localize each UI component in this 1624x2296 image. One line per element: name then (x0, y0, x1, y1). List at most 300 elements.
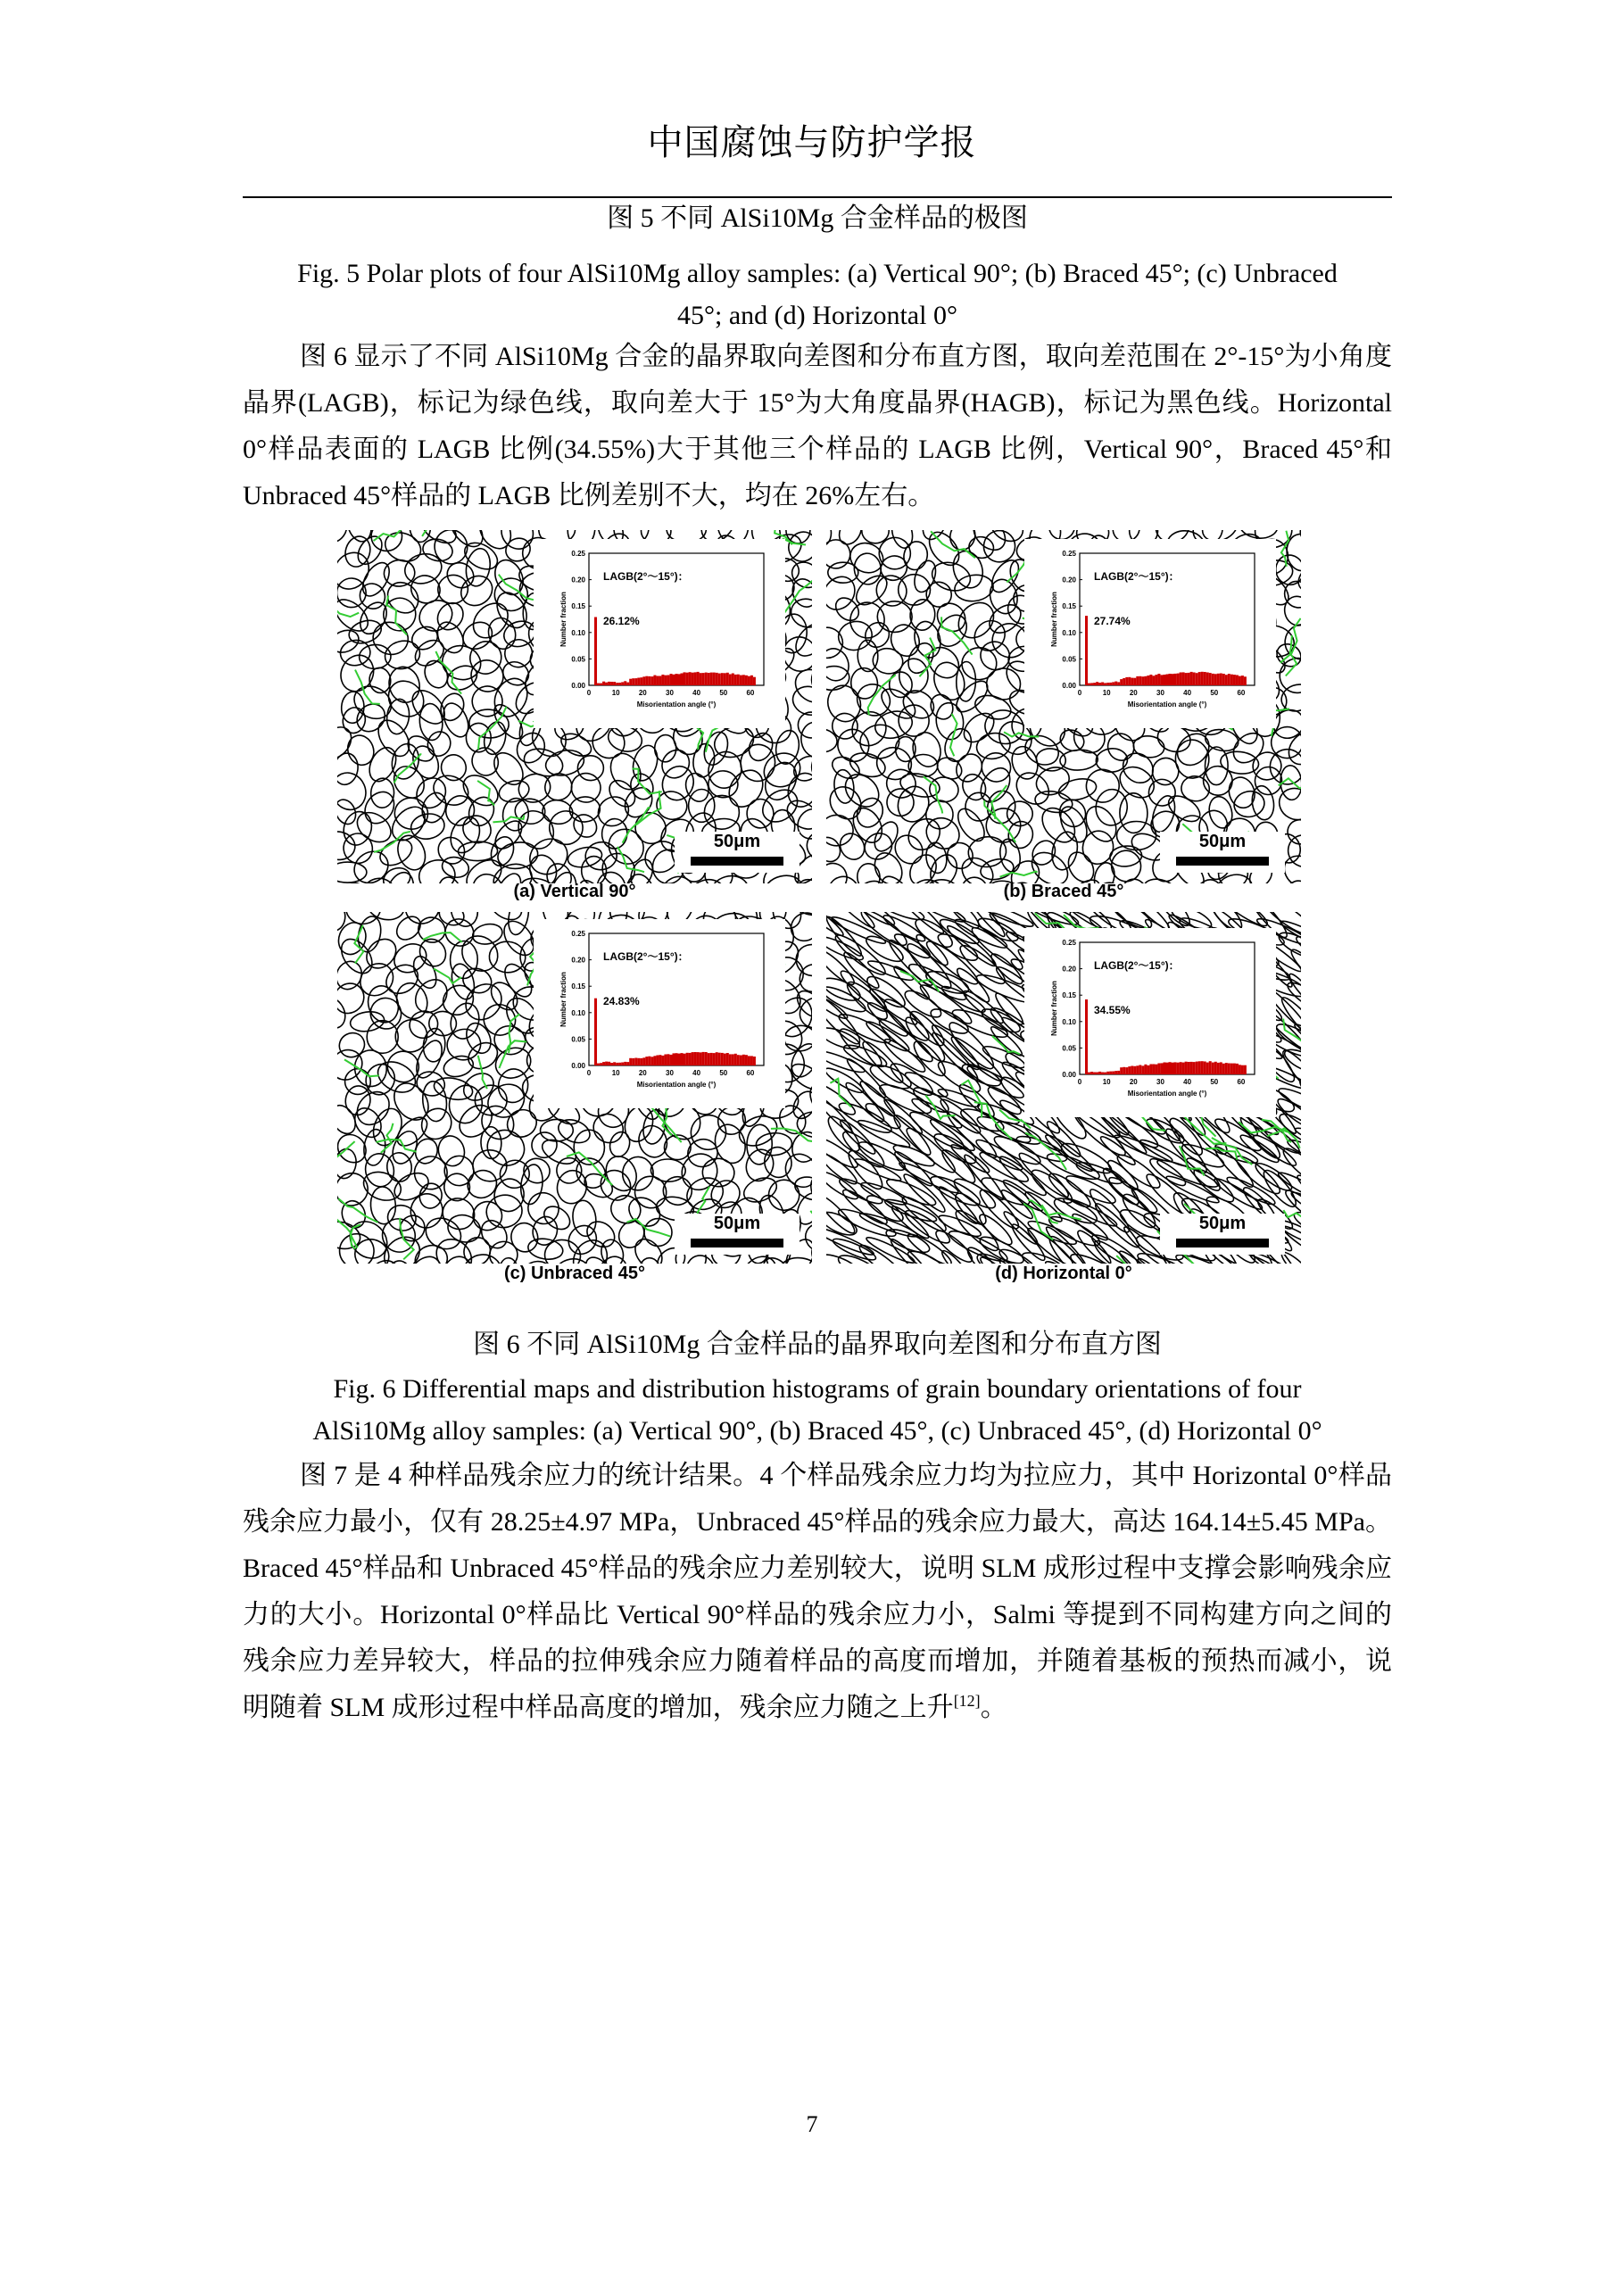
hagb-boundary (932, 1226, 976, 1264)
histogram-bar (1114, 1071, 1117, 1074)
histogram-bar (702, 1052, 705, 1065)
histogram-a (534, 539, 785, 728)
histogram-bar (1131, 678, 1133, 685)
histogram-bar (667, 1054, 669, 1065)
histogram-bar (1244, 676, 1247, 685)
histogram-bar (621, 1063, 624, 1066)
histogram-bar (1241, 1065, 1244, 1074)
y-tick-label: 0.25 (571, 550, 585, 558)
hagb-boundary (791, 940, 812, 982)
paragraph-residual-stress-text: 图 7 是 4 种样品残余应力的统计结果。4 个样品残余应力均为拉应力，其中 Horizontal 0°样品残余应力最小，仅有 28.25±4.97 MPa，Unbraced 45°样品的残余应力最大，高达 164.14±5.45 MPa。Braced 45°样品和 Unbraced 45°样品的残余应力差别较大，说明 SLM 成形过程中支撑会影响残余应力的大小。Horizontal 0°样品比 Vertical 90°样品的残余应力小，Salmi 等提到不同构建方向之间的残余应力差异较大，样品的拉伸残余应力随着样品的高度而增加，并随着基板的预热而减小，说明随着 SLM 成形过程中样品高度的增加，残余应力随之上升 (243, 1461, 1392, 1722)
histogram-bar (734, 1054, 737, 1065)
histogram-bar (1141, 676, 1144, 685)
histogram-bar (1144, 1065, 1147, 1074)
hagb-boundary (337, 977, 370, 1019)
journal-title: 中国腐蚀与防护学报 (647, 122, 977, 162)
histogram-bar (1198, 672, 1201, 685)
histogram-bar (1212, 674, 1214, 685)
histogram-bar (1239, 676, 1241, 685)
histogram-bar (1182, 1063, 1185, 1074)
hagb-boundary (866, 957, 915, 983)
histogram-bar (1096, 682, 1098, 685)
histogram-bar (1123, 1067, 1125, 1074)
histogram-bar (681, 1053, 684, 1065)
histogram-bar (1239, 1065, 1241, 1074)
hagb-boundary (443, 661, 481, 694)
lagb-percent-label: 27.74% (1094, 615, 1131, 627)
histogram-bar (1141, 1065, 1144, 1074)
x-tick-label: 50 (719, 689, 728, 697)
hagb-boundary (806, 656, 812, 702)
hagb-boundary (1300, 657, 1301, 695)
x-tick-label: 10 (1102, 689, 1111, 697)
hagb-boundary (495, 530, 539, 555)
histogram-bar (673, 675, 675, 685)
histogram-bar (1157, 1064, 1160, 1075)
y-tick-label: 0.20 (571, 956, 585, 965)
hagb-boundary (869, 848, 907, 883)
x-tick-label: 10 (1102, 1078, 1111, 1086)
histogram-bar (1164, 675, 1166, 685)
histogram-bar (678, 674, 681, 685)
hagb-boundary (406, 684, 451, 730)
histogram-bar (1120, 1067, 1123, 1074)
histogram-bar (1149, 675, 1152, 685)
hagb-boundary (836, 1205, 899, 1240)
histogram-bar (659, 676, 661, 686)
histogram-bar (732, 674, 734, 686)
histogram-bar (694, 1052, 697, 1065)
histogram-bar (632, 678, 634, 685)
histogram-bar (1217, 1063, 1220, 1074)
hagb-boundary (1120, 793, 1148, 833)
histogram-bar (618, 1063, 621, 1065)
histogram-bar (594, 618, 597, 686)
hagb-boundary (858, 1078, 898, 1119)
hagb-boundary (439, 752, 468, 783)
hagb-boundary (779, 1256, 812, 1264)
hagb-boundary (1283, 830, 1301, 872)
histogram-bar (1190, 672, 1193, 685)
histogram-bar (1188, 673, 1190, 685)
histogram-bar (1093, 683, 1096, 685)
histogram-bar (621, 682, 624, 685)
x-axis-label: Misorientation angle (°) (1127, 1090, 1207, 1098)
histogram-bar (1157, 674, 1160, 685)
hagb-boundary (408, 623, 441, 654)
x-tick-label: 20 (638, 1069, 647, 1077)
hagb-boundary (1273, 783, 1301, 825)
histogram-bar (708, 673, 710, 685)
histogram-bar (597, 684, 600, 685)
hagb-boundary (806, 743, 812, 789)
hagb-boundary (465, 654, 510, 698)
hagb-boundary (1106, 1173, 1160, 1217)
hagb-boundary (811, 1061, 812, 1102)
histogram-bar (1155, 1065, 1157, 1074)
hagb-boundary (571, 1199, 599, 1238)
hagb-boundary (985, 789, 1018, 825)
histogram-bar (1104, 1073, 1106, 1074)
histogram-bar (1236, 676, 1239, 686)
hagb-boundary (826, 727, 838, 754)
histogram-bar (718, 1053, 721, 1065)
histogram-bar (740, 676, 742, 685)
hagb-boundary (890, 830, 928, 869)
hagb-boundary (826, 1168, 861, 1203)
hagb-boundary (458, 810, 496, 849)
histogram-bar (659, 1055, 661, 1065)
hagb-boundary (455, 929, 505, 979)
y-tick-label: 0.05 (1062, 655, 1076, 664)
hagb-boundary (403, 731, 439, 766)
histogram-bar (750, 1056, 753, 1065)
x-tick-label: 0 (1077, 1078, 1082, 1086)
histogram-bar (716, 673, 718, 685)
hagb-boundary (704, 795, 740, 830)
histogram-bar (616, 1063, 618, 1065)
histogram-bar (1096, 1073, 1098, 1075)
histogram-bar (734, 675, 737, 685)
y-axis-label: Number fraction (1050, 592, 1058, 647)
histogram-inset-c (534, 919, 785, 1108)
hagb-boundary (901, 1013, 949, 1065)
histogram-bar (1085, 616, 1088, 685)
hagb-boundary (951, 1189, 990, 1229)
hagb-boundary (1274, 1095, 1301, 1132)
x-tick-label: 40 (692, 689, 701, 697)
y-tick-label: 0.00 (571, 1062, 585, 1070)
hagb-boundary (902, 813, 946, 857)
hagb-boundary (580, 1169, 617, 1202)
hagb-boundary (922, 577, 956, 611)
hagb-boundary (337, 751, 360, 787)
x-tick-label: 30 (1156, 689, 1164, 697)
hagb-boundary (420, 1213, 466, 1255)
histogram-bar (645, 1057, 648, 1065)
hagb-boundary (1070, 1211, 1110, 1243)
histogram-bar (1117, 1071, 1120, 1074)
histogram-bar (713, 673, 716, 685)
histogram-bar (1125, 1067, 1128, 1074)
histogram-bar (664, 1055, 667, 1066)
histogram-bar (1161, 1063, 1164, 1074)
histogram-bar (710, 1053, 713, 1065)
histogram-bar (1093, 1073, 1096, 1075)
histogram-bar (1228, 674, 1230, 685)
hagb-boundary (442, 1053, 476, 1080)
hagb-boundary (402, 550, 445, 588)
hagb-boundary (390, 1167, 433, 1205)
hagb-boundary (393, 912, 426, 944)
histogram-bar (748, 676, 750, 685)
histogram-bar (1220, 674, 1222, 686)
histogram-bar (753, 1057, 756, 1065)
histogram-bar (594, 999, 597, 1065)
histogram-bar (1152, 676, 1155, 685)
y-tick-label: 0.20 (1062, 576, 1076, 584)
y-tick-label: 0.10 (1062, 628, 1076, 637)
histogram-bar (1117, 682, 1120, 685)
hagb-boundary (461, 854, 508, 883)
histogram-bar (1241, 676, 1244, 685)
x-tick-label: 50 (719, 1069, 728, 1077)
histogram-bar (648, 1057, 650, 1065)
x-tick-label: 50 (1210, 1078, 1219, 1086)
hagb-boundary (899, 659, 929, 693)
histogram-bar (1193, 673, 1196, 686)
histogram-inset-b (1024, 539, 1276, 728)
histogram-bar (1152, 1065, 1155, 1075)
histogram-bar (748, 1056, 750, 1065)
histogram-bar (1225, 675, 1228, 685)
histogram-bar (710, 673, 713, 685)
lagb-percent-label: 24.83% (603, 995, 640, 1007)
y-tick-label: 0.05 (1062, 1044, 1076, 1053)
histogram-bar (1133, 1066, 1136, 1074)
histogram-bar (648, 676, 650, 685)
hagb-boundary (826, 665, 850, 692)
y-tick-label: 0.20 (571, 576, 585, 584)
hagb-boundary (835, 530, 866, 548)
hagb-boundary (1006, 856, 1045, 883)
hagb-boundary (628, 1170, 672, 1214)
hagb-boundary (416, 915, 448, 945)
histogram-bar (1147, 676, 1149, 685)
y-axis-label: Number fraction (559, 592, 568, 647)
histogram-bar (1228, 1064, 1230, 1075)
paragraph-end-mark: 。 (980, 1693, 1007, 1722)
histogram-bar (653, 676, 656, 685)
histogram-bar (737, 675, 740, 685)
histogram-bar (650, 1057, 653, 1065)
histogram-bar (724, 1054, 726, 1065)
hagb-boundary (827, 709, 862, 743)
hagb-boundary (650, 1158, 686, 1181)
histogram-bar (686, 673, 689, 685)
histogram-inset-a (534, 539, 785, 728)
histogram-bar (1172, 674, 1174, 685)
x-tick-label: 50 (1210, 689, 1219, 697)
hagb-boundary (1028, 1165, 1076, 1208)
histogram-inset-d (1024, 928, 1276, 1117)
histogram-bar (1114, 682, 1117, 685)
hagb-boundary (901, 539, 930, 572)
hagb-boundary (840, 1186, 891, 1228)
x-axis-label: Misorientation angle (°) (636, 700, 717, 709)
histogram-bar (656, 1056, 659, 1066)
histogram-bar (1088, 1073, 1090, 1074)
histogram-bar (632, 1058, 634, 1065)
histogram-bar (1131, 1066, 1133, 1075)
histogram-bar (640, 677, 642, 685)
histogram-bar (642, 676, 645, 685)
histogram-bar (1206, 673, 1209, 686)
hagb-boundary (870, 818, 902, 856)
histogram-bar (605, 683, 608, 685)
histogram-bar (1101, 683, 1104, 686)
histogram-bar (656, 676, 659, 686)
hagb-boundary (436, 690, 468, 724)
histogram-bar (1225, 1063, 1228, 1074)
hagb-boundary (909, 729, 945, 770)
histogram-bar (1222, 674, 1225, 685)
histogram-bar (613, 682, 616, 685)
hagb-boundary (826, 815, 853, 846)
fig5-caption-en-line1: Fig. 5 Polar plots of four AlSi10Mg alloy samples: (a) Vertical 90°; (b) Braced 45°; (c) Unbraced (297, 259, 1338, 288)
histogram-bar (1214, 674, 1217, 685)
hagb-boundary (929, 658, 969, 704)
hagb-boundary (439, 700, 474, 741)
histogram-bar (1222, 1064, 1225, 1074)
histogram-bar (1128, 1066, 1131, 1074)
hagb-boundary (459, 1068, 499, 1107)
y-axis-label: Number fraction (559, 972, 568, 1027)
y-axis-label: Number fraction (1050, 981, 1058, 1036)
hagb-boundary (630, 1234, 667, 1264)
histogram-bar (1155, 675, 1157, 685)
hagb-boundary (437, 980, 479, 1021)
fig5-caption-cn: 图 5 不同 AlSi10Mg 合金样品的极图 (607, 203, 1028, 233)
hagb-boundary (848, 803, 888, 848)
hagb-boundary (364, 992, 407, 1035)
hagb-boundary (787, 595, 812, 632)
scale-bar-label: 50μm (713, 832, 761, 851)
histogram-bar (602, 1062, 605, 1065)
histogram-bar (597, 1064, 600, 1065)
paragraph-fig6-description: 图 6 显示了不同 AlSi10Mg 合金的晶界取向差图和分布直方图，取向差范围在 2°-15°为小角度晶界(LAGB)，标记为绿色线，取向差大于 15°为大角度晶界(HAGB)，标记为黑色线。Horizontal 0°样品表面的 LAGB 比例(34.55%)大于其他三个样品的 LAGB 比例，Vertical 90°，Braced 45°和 Unbraced 45°样品的 LAGB 比例差别不大，均在 26%左右。 (243, 342, 1392, 510)
x-tick-label: 60 (1237, 1078, 1246, 1086)
histogram-bar (629, 679, 632, 685)
panel-label-d: (d) Horizontal 0° (995, 1264, 1132, 1283)
histogram-bar (670, 674, 673, 685)
hagb-boundary (905, 850, 941, 883)
histogram-bar (1088, 684, 1090, 685)
histogram-bar (1098, 1072, 1101, 1074)
hagb-boundary (594, 1165, 636, 1206)
scale-bar-label: 50μm (713, 1214, 761, 1233)
lagb-boundary (337, 608, 359, 617)
histogram-bar (1206, 1063, 1209, 1074)
hagb-boundary (363, 1151, 397, 1189)
hagb-boundary (826, 1191, 858, 1237)
y-tick-label: 0.10 (571, 1008, 585, 1017)
hagb-boundary (787, 557, 812, 593)
histogram-bar (1123, 678, 1125, 685)
histogram-bar (675, 674, 678, 685)
scale-bar-label: 50μm (1198, 1214, 1247, 1233)
hagb-boundary (1228, 727, 1269, 768)
lagb-boundary (337, 1217, 358, 1247)
x-tick-label: 40 (1183, 689, 1192, 697)
hagb-boundary (370, 777, 395, 808)
y-tick-label: 0.10 (1062, 1017, 1076, 1026)
histogram-bar (1106, 1072, 1109, 1074)
scale-bar-c (675, 1214, 800, 1255)
hagb-boundary (826, 623, 847, 662)
histogram-bar (1196, 1062, 1198, 1074)
hagb-boundary (543, 860, 576, 883)
histogram-bar (670, 1055, 673, 1065)
histogram-bar (1201, 1061, 1204, 1074)
histogram-bar (1182, 672, 1185, 685)
hagb-boundary (968, 923, 1026, 974)
histogram-bar (1085, 999, 1088, 1074)
histogram-bar (1133, 678, 1136, 685)
y-tick-label: 0.20 (1062, 965, 1076, 974)
hagb-boundary (1033, 789, 1074, 816)
lagb-boundary (381, 1123, 394, 1153)
histogram-bar (721, 673, 724, 685)
hagb-boundary (601, 1151, 642, 1197)
histogram-bar (692, 673, 694, 685)
hagb-boundary (1132, 734, 1165, 759)
hagb-boundary (956, 661, 976, 701)
histogram-bar (1144, 676, 1147, 685)
histogram-bar (650, 676, 653, 685)
hagb-boundary (458, 769, 503, 812)
paragraph-residual-stress (243, 1453, 1392, 1731)
histogram-b (1024, 539, 1276, 728)
histogram-bar (697, 1052, 700, 1065)
hagb-boundary (596, 847, 642, 883)
histogram-bar (1101, 1073, 1104, 1075)
histogram-bar (1185, 673, 1188, 685)
histogram-bar (624, 1062, 626, 1065)
histogram-bar (1204, 672, 1206, 685)
hagb-boundary (798, 712, 812, 738)
histogram-bar (610, 682, 613, 685)
lagb-range-label: LAGB(2°～15°)： (1094, 570, 1180, 583)
hagb-boundary (786, 1040, 812, 1082)
histogram-bar (692, 1052, 694, 1065)
histogram-bar (616, 683, 618, 685)
histogram-bar (675, 1053, 678, 1065)
hagb-boundary (1299, 1125, 1301, 1174)
histogram-bar (1139, 1065, 1141, 1075)
histogram-bar (613, 1062, 616, 1065)
hagb-boundary (629, 742, 661, 783)
y-tick-label: 0.05 (571, 1035, 585, 1044)
histogram-bar (664, 676, 667, 685)
histogram-bar (1193, 1062, 1196, 1074)
histogram-bar (1169, 1062, 1172, 1074)
histogram-bar (1220, 1062, 1222, 1074)
histogram-bar (1128, 677, 1131, 685)
hagb-boundary (402, 1250, 447, 1264)
histogram-bar (1090, 683, 1093, 685)
hagb-boundary (337, 1101, 360, 1138)
panel-label-a: (a) Vertical 90° (513, 882, 636, 901)
hagb-boundary (337, 862, 367, 883)
histogram-bar (642, 1057, 645, 1065)
histogram-bar (624, 681, 626, 685)
hagb-boundary (859, 1179, 909, 1208)
x-axis-label: Misorientation angle (°) (636, 1081, 717, 1089)
histogram-bar (626, 683, 629, 685)
histogram-bar (1164, 1063, 1166, 1075)
hagb-boundary (826, 681, 866, 726)
histogram-bar (745, 1055, 748, 1065)
x-tick-label: 10 (611, 689, 620, 697)
hagb-boundary (810, 571, 812, 617)
hagb-boundary (799, 719, 812, 759)
x-tick-label: 30 (666, 1069, 674, 1077)
x-tick-label: 0 (586, 1069, 592, 1077)
histogram-bar (1104, 683, 1106, 685)
x-tick-label: 0 (1077, 689, 1082, 697)
y-tick-label: 0.10 (571, 628, 585, 637)
